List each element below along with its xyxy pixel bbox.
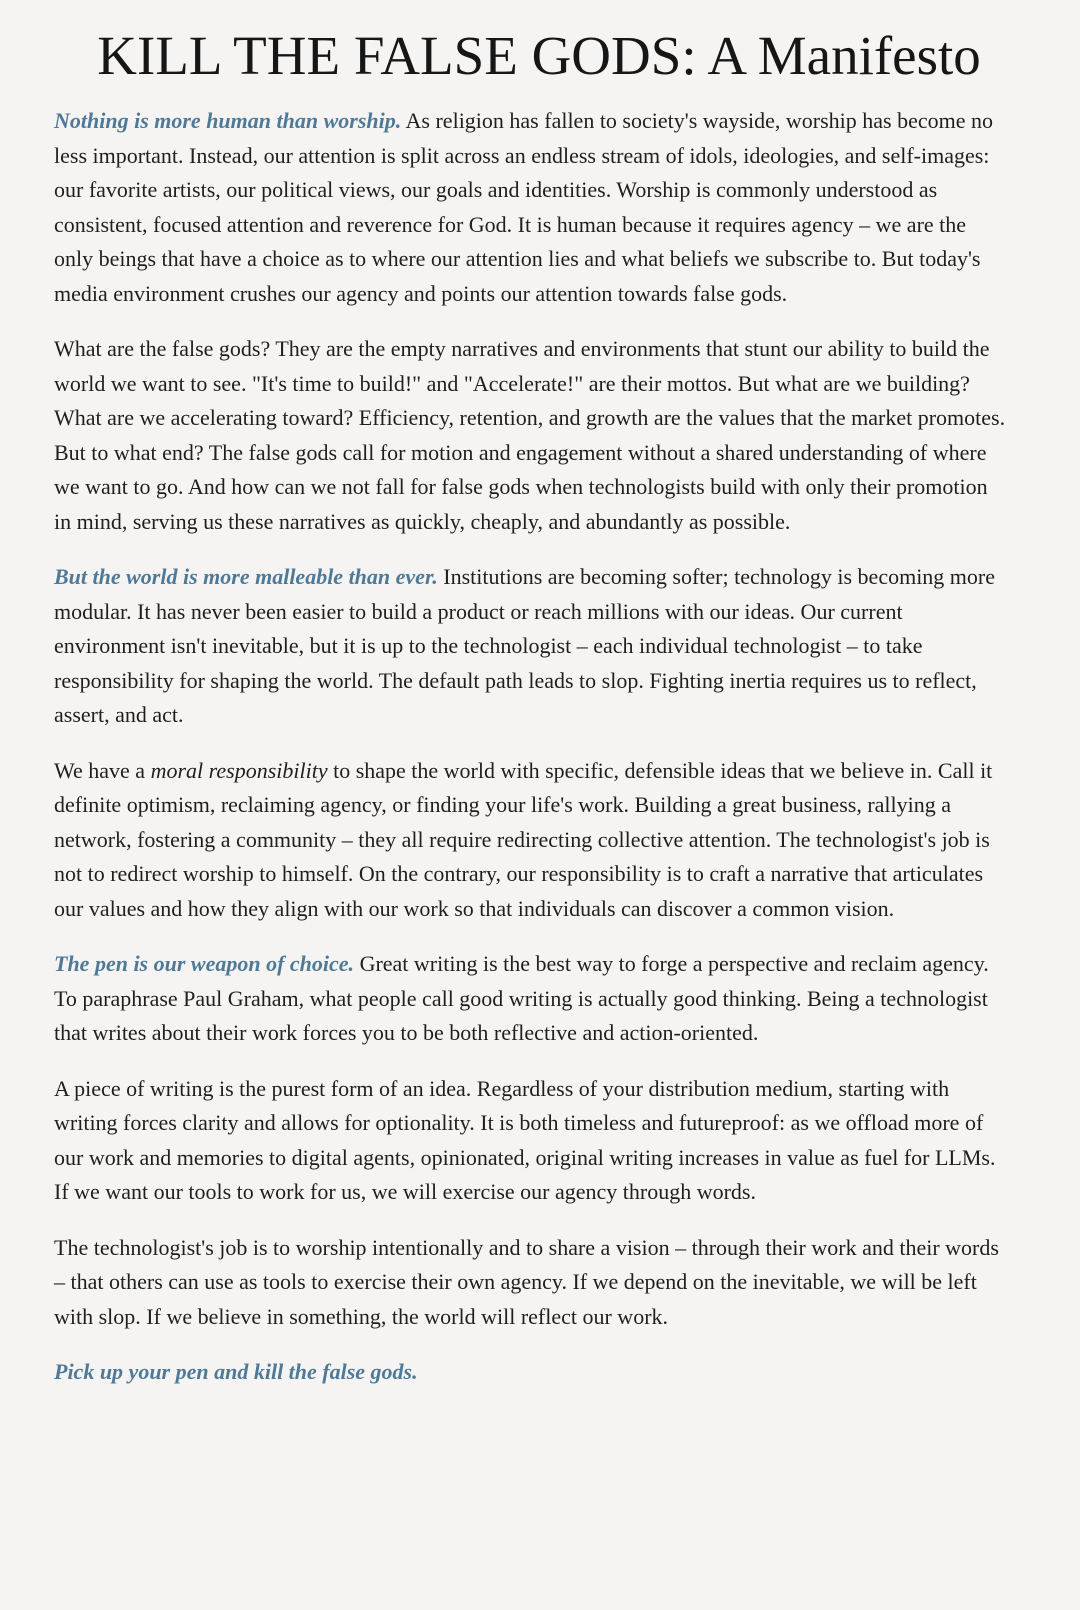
closing-line [54, 1355, 1010, 1390]
paragraph-7 [54, 1231, 1010, 1335]
paragraph-2 [54, 332, 1010, 539]
paragraph-4-text-before: We have a [54, 757, 151, 783]
paragraph-4-text-after: to shape the world with specific, defensible ideas that we believe in. Call it definite optimism, reclaiming agency, or finding your life's work. Building a great business, rallying a network, fostering a community – they all require redirecting collective attention. The technologist's job is not to redirect worship to himself. On the contrary, our responsibility is to craft a narrative that articulates our values and how they align with our work so that individuals can discover a common vision. [54, 757, 993, 921]
paragraph-5-text: Great writing is the best way to forge a perspective and reclaim agency. To paraphrase Paul Graham, what people call good writing is actually good thinking. Being a technologist that writes about their work forces you to be both reflective and action-oriented. [54, 951, 989, 1045]
paragraph-3-lead: But the world is more malleable than ever. [54, 564, 438, 589]
paragraph-7-text: The technologist's job is to worship intentionally and to share a vision – through their work and their words – that others can use as tools to exercise their own agency. If we depend on the inevitable, we will be left with slop. If we believe in something, the world will reflect our work. [54, 1234, 999, 1329]
paragraph-6-text: A piece of writing is the purest form of an idea. Regardless of your distribution medium, starting with writing forces clarity and allows for optionality. It is both timeless and futureproof: as we offload more of our work and memories to digital agents, opinionated, original writing increases in value as fuel for LLMs. If we want our tools to work for us, we will exercise our agency through words. [54, 1075, 996, 1204]
paragraph-3-text: Institutions are becoming softer; technology is becoming more modular. It has never been easier to build a product or reach millions with our ideas. Our current environment isn't inevitable, but it is up to the technologist – each individual technologist – to take responsibility for shaping the world. The default path leads to slop. Fighting inertia requires us to reflect, assert, and act. [54, 564, 996, 727]
paragraph-5 [54, 947, 1010, 1051]
paragraph-4 [54, 754, 1010, 927]
paragraph-2-text: What are the false gods? They are the empty narratives and environments that stunt our ability to build the world we want to see. "It's time to build!" and "Accelerate!" are their mottos. But what are we building? What are we accelerating toward? Efficiency, retention, and growth are the values that the market promotes. But to what end? The false gods call for motion and engagement without a shared understanding of where we want to go. And how can we not fall for false gods when technologists build with only their promotion in mind, serving us these narratives as quickly, cheaply, and abundantly as possible. [54, 336, 1006, 534]
paragraph-1-lead: Nothing is more human than worship. [54, 108, 402, 133]
closing-line-lead: Pick up your pen and kill the false gods. [54, 1359, 418, 1384]
page-title: KILL THE FALSE GODS: A Manifesto [97, 25, 981, 86]
paragraph-3 [54, 560, 1010, 733]
paragraph-4-emphasis: moral responsibility [150, 757, 328, 783]
paragraph-6 [54, 1072, 1010, 1210]
paragraph-5-lead: The pen is our weapon of choice. [54, 951, 355, 976]
paragraph-1-text: As religion has fallen to society's wayside, worship has become no less important. Instead, our attention is split across an endless stream of idols, ideologies, and self-images: our favorite artists, our political views, our goals and identities. Worship is commonly understood as consistent, focused attention and reverence for God. It is human because it requires agency – we are the only beings that have a choice as to where our attention lies and what beliefs we subscribe to. But today's media environment crushes our agency and points our attention towards false gods. [54, 108, 993, 306]
paragraph-1 [54, 104, 1010, 311]
